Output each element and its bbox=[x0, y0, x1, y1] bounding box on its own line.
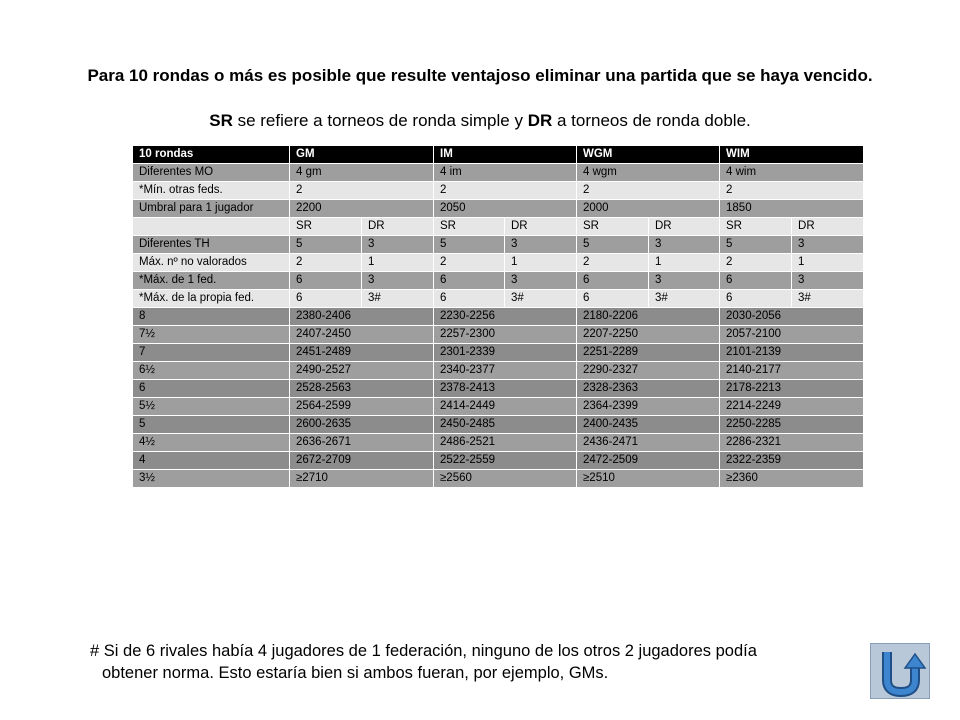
table-cell: 4 im bbox=[434, 164, 577, 182]
rating-range-cell: 2251-2289 bbox=[577, 344, 720, 362]
score-label: 4½ bbox=[133, 434, 290, 452]
table-cell: 5 bbox=[720, 236, 792, 254]
rating-range-cell: 2414-2449 bbox=[434, 398, 577, 416]
rating-range-cell: 2286-2321 bbox=[720, 434, 864, 452]
row-label: Umbral para 1 jugador bbox=[133, 200, 290, 218]
table-row bbox=[133, 236, 864, 254]
row-label: *Máx. de la propia fed. bbox=[133, 290, 290, 308]
rating-range-cell: 2378-2413 bbox=[434, 380, 577, 398]
table-row bbox=[133, 164, 864, 182]
table-row bbox=[133, 254, 864, 272]
table-row bbox=[133, 182, 864, 200]
table-cell: 3 bbox=[505, 272, 577, 290]
rating-range-cell: 2407-2450 bbox=[290, 326, 434, 344]
table-cell: 2 bbox=[720, 254, 792, 272]
table-cell: 2 bbox=[720, 182, 864, 200]
table-cell: 3 bbox=[362, 236, 434, 254]
table-cell: 4 wgm bbox=[577, 164, 720, 182]
row-label: Máx. nº no valorados bbox=[133, 254, 290, 272]
score-label: 5½ bbox=[133, 398, 290, 416]
table-cell: 6 bbox=[577, 290, 649, 308]
u-turn-arrow-icon bbox=[871, 644, 931, 700]
score-row bbox=[133, 362, 864, 380]
score-row bbox=[133, 398, 864, 416]
score-label: 7 bbox=[133, 344, 290, 362]
score-row bbox=[133, 380, 864, 398]
sr-dr-cell: SR bbox=[577, 218, 649, 236]
rating-range-cell: 2436-2471 bbox=[577, 434, 720, 452]
rating-range-cell: 2207-2250 bbox=[577, 326, 720, 344]
table-cell: 2 bbox=[577, 182, 720, 200]
table-cell: 3 bbox=[649, 272, 720, 290]
table-cell: 1 bbox=[362, 254, 434, 272]
rating-range-cell: 2214-2249 bbox=[720, 398, 864, 416]
table-cell: 2000 bbox=[577, 200, 720, 218]
header-cell-title: GM bbox=[290, 146, 434, 164]
rating-range-cell: 2340-2377 bbox=[434, 362, 577, 380]
rating-range-cell: 2672-2709 bbox=[290, 452, 434, 470]
score-row bbox=[133, 452, 864, 470]
page-heading: Para 10 rondas o más es posible que resulte ventajoso eliminar una partida que se haya vencido. bbox=[87, 66, 873, 85]
table-cell: 4 gm bbox=[290, 164, 434, 182]
table-cell: 1 bbox=[649, 254, 720, 272]
score-row bbox=[133, 308, 864, 326]
row-label: Diferentes TH bbox=[133, 236, 290, 254]
table-cell: 1 bbox=[792, 254, 864, 272]
rating-range-cell: 2450-2485 bbox=[434, 416, 577, 434]
footnote-line-2: obtener norma. Esto estaría bien si ambos fueran, por ejemplo, GMs. bbox=[102, 664, 609, 682]
subheading-mid: se refiere a torneos de ronda simple y bbox=[232, 111, 528, 130]
score-label: 6 bbox=[133, 380, 290, 398]
table-cell: 2 bbox=[577, 254, 649, 272]
table-cell: 1850 bbox=[720, 200, 864, 218]
rating-range-cell: 2522-2559 bbox=[434, 452, 577, 470]
rating-range-cell: 2322-2359 bbox=[720, 452, 864, 470]
table-cell: 2200 bbox=[290, 200, 434, 218]
table-cell: 6 bbox=[434, 272, 505, 290]
table-cell: 5 bbox=[290, 236, 362, 254]
table-cell: 3# bbox=[362, 290, 434, 308]
sr-abbrev: SR bbox=[209, 111, 233, 130]
score-row bbox=[133, 344, 864, 362]
table-cell: 5 bbox=[577, 236, 649, 254]
rating-range-cell: 2230-2256 bbox=[434, 308, 577, 326]
dr-abbrev: DR bbox=[527, 111, 553, 130]
sr-dr-cell: DR bbox=[792, 218, 864, 236]
table-cell: 3# bbox=[792, 290, 864, 308]
score-label: 4 bbox=[133, 452, 290, 470]
rating-range-cell: 2257-2300 bbox=[434, 326, 577, 344]
rating-range-cell: 2564-2599 bbox=[290, 398, 434, 416]
page-subheading bbox=[0, 111, 960, 131]
table-header-row bbox=[133, 146, 864, 164]
return-button[interactable] bbox=[870, 643, 930, 699]
rating-range-cell: 2364-2399 bbox=[577, 398, 720, 416]
rating-range-cell: 2490-2527 bbox=[290, 362, 434, 380]
table-row bbox=[133, 290, 864, 308]
rating-range-cell: 2328-2363 bbox=[577, 380, 720, 398]
sr-dr-cell: SR bbox=[720, 218, 792, 236]
table-cell: 3# bbox=[505, 290, 577, 308]
sr-dr-row bbox=[133, 218, 864, 236]
rating-range-cell: 2030-2056 bbox=[720, 308, 864, 326]
table-cell: 6 bbox=[720, 290, 792, 308]
header-cell-title: IM bbox=[434, 146, 577, 164]
header-cell-title: WIM bbox=[720, 146, 864, 164]
footnote-line-1: # Si de 6 rivales había 4 jugadores de 1 federación, ninguno de los otros 2 jugadores podía bbox=[90, 642, 757, 660]
rating-range-cell: 2400-2435 bbox=[577, 416, 720, 434]
sr-dr-cell: DR bbox=[649, 218, 720, 236]
rating-range-cell: 2301-2339 bbox=[434, 344, 577, 362]
rating-range-cell: 2057-2100 bbox=[720, 326, 864, 344]
rating-range-cell: 2180-2206 bbox=[577, 308, 720, 326]
rating-range-cell: 2486-2521 bbox=[434, 434, 577, 452]
score-label: 3½ bbox=[133, 470, 290, 488]
table-cell: 6 bbox=[434, 290, 505, 308]
score-label: 8 bbox=[133, 308, 290, 326]
rating-range-cell: 2472-2509 bbox=[577, 452, 720, 470]
score-row bbox=[133, 470, 864, 488]
score-label: 5 bbox=[133, 416, 290, 434]
table-cell: 2 bbox=[290, 254, 362, 272]
row-label: Diferentes MO bbox=[133, 164, 290, 182]
table-cell: 2050 bbox=[434, 200, 577, 218]
table-cell: 2 bbox=[434, 182, 577, 200]
table-cell: 2 bbox=[434, 254, 505, 272]
rating-range-cell: ≥2710 bbox=[290, 470, 434, 488]
sr-dr-cell: DR bbox=[362, 218, 434, 236]
norms-table bbox=[132, 145, 864, 488]
score-label: 7½ bbox=[133, 326, 290, 344]
rating-range-cell: 2636-2671 bbox=[290, 434, 434, 452]
norms-table-wrapper bbox=[132, 145, 863, 488]
table-cell: 2 bbox=[290, 182, 434, 200]
table-cell: 3# bbox=[649, 290, 720, 308]
footnote bbox=[90, 640, 860, 684]
table-cell: 3 bbox=[649, 236, 720, 254]
rating-range-cell: 2290-2327 bbox=[577, 362, 720, 380]
rating-range-cell: 2250-2285 bbox=[720, 416, 864, 434]
table-cell: 6 bbox=[577, 272, 649, 290]
score-row bbox=[133, 434, 864, 452]
table-cell: 6 bbox=[290, 272, 362, 290]
rating-range-cell: 2140-2177 bbox=[720, 362, 864, 380]
table-cell: 6 bbox=[290, 290, 362, 308]
sr-dr-cell: SR bbox=[290, 218, 362, 236]
rating-range-cell: ≥2360 bbox=[720, 470, 864, 488]
score-row bbox=[133, 416, 864, 434]
table-row bbox=[133, 200, 864, 218]
table-cell: 3 bbox=[505, 236, 577, 254]
sr-dr-cell: SR bbox=[434, 218, 505, 236]
row-label: *Máx. de 1 fed. bbox=[133, 272, 290, 290]
rating-range-cell: 2528-2563 bbox=[290, 380, 434, 398]
table-cell: 1 bbox=[505, 254, 577, 272]
table-cell: 4 wim bbox=[720, 164, 864, 182]
score-label: 6½ bbox=[133, 362, 290, 380]
score-row bbox=[133, 326, 864, 344]
header-cell-title: WGM bbox=[577, 146, 720, 164]
sr-dr-cell: DR bbox=[505, 218, 577, 236]
rating-range-cell: ≥2510 bbox=[577, 470, 720, 488]
subheading-end: a torneos de ronda doble. bbox=[552, 111, 751, 130]
row-label: *Mín. otras feds. bbox=[133, 182, 290, 200]
rating-range-cell: 2451-2489 bbox=[290, 344, 434, 362]
rating-range-cell: 2101-2139 bbox=[720, 344, 864, 362]
rating-range-cell: ≥2560 bbox=[434, 470, 577, 488]
table-cell: 3 bbox=[362, 272, 434, 290]
rating-range-cell: 2600-2635 bbox=[290, 416, 434, 434]
rating-range-cell: 2178-2213 bbox=[720, 380, 864, 398]
table-row bbox=[133, 272, 864, 290]
rating-range-cell: 2380-2406 bbox=[290, 308, 434, 326]
row-label bbox=[133, 218, 290, 236]
header-cell-rounds: 10 rondas bbox=[133, 146, 290, 164]
table-cell: 3 bbox=[792, 272, 864, 290]
table-cell: 3 bbox=[792, 236, 864, 254]
table-cell: 6 bbox=[720, 272, 792, 290]
table-cell: 5 bbox=[434, 236, 505, 254]
